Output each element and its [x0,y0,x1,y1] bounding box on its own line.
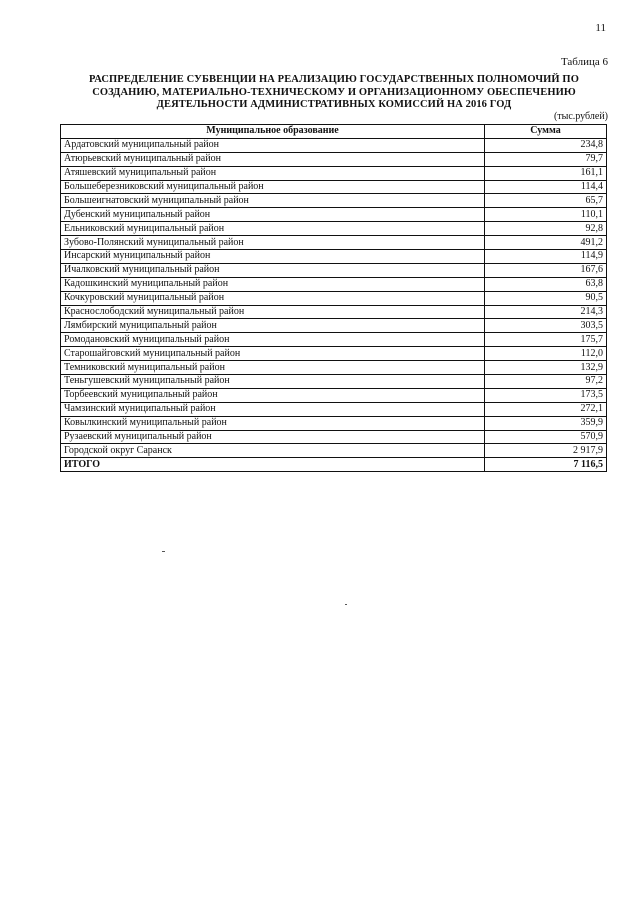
municipality-name: Кочкуровский муниципальный район [61,291,485,305]
municipality-name: Чамзинский муниципальный район [61,402,485,416]
table-row [61,180,607,194]
title-line: РАСПРЕДЕЛЕНИЕ СУБВЕНЦИИ НА РЕАЛИЗАЦИЮ ГОСУДАРСТВЕННЫХ ПОЛНОМОЧИЙ ПО [89,74,579,85]
table-label: Таблица 6 [560,56,608,68]
total-row [61,458,607,472]
table-row [61,208,607,222]
subsidy-sum: 214,3 [485,305,607,319]
table-row [61,236,607,250]
municipality-name: Ельниковский муниципальный район [61,222,485,236]
subsidy-sum: 161,1 [485,166,607,180]
table-row [61,333,607,347]
table-row [61,194,607,208]
title-line: СОЗДАНИЮ, МАТЕРИАЛЬНО-ТЕХНИЧЕСКОМУ И ОРГАНИЗАЦИОННОМУ ОБЕСПЕЧЕНИЮ [92,86,576,98]
municipality-name: Большеберезниковский муниципальный район [61,180,485,194]
table-row [61,319,607,333]
page-number: 11 [595,22,606,34]
subsidy-sum: 167,6 [485,263,607,277]
municipality-name: Зубово-Полянский муниципальный район [61,236,485,250]
municipality-name: Городской округ Саранск [61,444,485,458]
municipality-name: Ромодановский муниципальный район [61,333,485,347]
table-row [61,416,607,430]
subsidy-sum: 97,2 [485,375,607,389]
subsidy-sum: 63,8 [485,277,607,291]
municipality-name: Рузаевский муниципальный район [61,430,485,444]
table-row [61,291,607,305]
subsidy-sum: 173,5 [485,388,607,402]
municipality-name: Ковылкинский муниципальный район [61,416,485,430]
subsidy-sum: 90,5 [485,291,607,305]
subsidy-sum: 272,1 [485,402,607,416]
municipality-name: Инсарский муниципальный район [61,250,485,264]
subsidy-sum: 570,9 [485,430,607,444]
subsidy-sum: 491,2 [485,236,607,250]
subsidy-sum: 114,4 [485,180,607,194]
municipality-name: Ардатовский муниципальный район [61,138,485,152]
subsidy-sum: 92,8 [485,222,607,236]
subsidy-sum: 2 917,9 [485,444,607,458]
table-row [61,375,607,389]
table-row [61,444,607,458]
column-header-sum: Сумма [485,125,607,139]
subsidy-sum: 79,7 [485,152,607,166]
municipality-name: Теньгушевский муниципальный район [61,375,485,389]
municipality-name: Атяшевский муниципальный район [61,166,485,180]
table-row [61,305,607,319]
subsidy-table [60,124,607,472]
municipality-name: Ичалковский муниципальный район [61,263,485,277]
title-line: ДЕЯТЕЛЬНОСТИ АДМИНИСТРАТИВНЫХ КОМИССИЙ НА 2016 ГОД [156,99,512,110]
table-row [61,166,607,180]
municipality-name: Лямбирский муниципальный район [61,319,485,333]
subsidy-sum: 234,8 [485,138,607,152]
scan-speck [162,551,165,552]
subsidy-sum: 132,9 [485,361,607,375]
municipality-name: Краснослободский муниципальный район [61,305,485,319]
table-row [61,138,607,152]
subsidy-sum: 175,7 [485,333,607,347]
total-sum: 7 116,5 [485,458,607,472]
table-row [61,152,607,166]
table-row [61,277,607,291]
municipality-name: Атюрьевский муниципальный район [61,152,485,166]
subsidy-sum: 110,1 [485,208,607,222]
municipality-name: Старошайговский муниципальный район [61,347,485,361]
subsidy-sum: 114,9 [485,250,607,264]
table-row [61,263,607,277]
subsidy-sum: 359,9 [485,416,607,430]
table-row [61,347,607,361]
total-label: ИТОГО [61,458,485,472]
municipality-name: Кадошкинский муниципальный район [61,277,485,291]
units-label: (тыс.рублей) [553,111,608,122]
scan-speck [345,604,347,605]
municipality-name: Темниковский муниципальный район [61,361,485,375]
table-row [61,250,607,264]
document-title [62,74,606,112]
municipality-name: Торбеевский муниципальный район [61,388,485,402]
table-row [61,388,607,402]
table-row [61,222,607,236]
municipality-name: Большеигнатовский муниципальный район [61,194,485,208]
subsidy-sum: 303,5 [485,319,607,333]
table-row [61,402,607,416]
subsidy-sum: 112,0 [485,347,607,361]
table-row [61,361,607,375]
table-header-row [61,125,607,139]
subsidy-sum: 65,7 [485,194,607,208]
municipality-name: Дубенский муниципальный район [61,208,485,222]
table-row [61,430,607,444]
column-header-municipality: Муниципальное образование [61,125,485,139]
